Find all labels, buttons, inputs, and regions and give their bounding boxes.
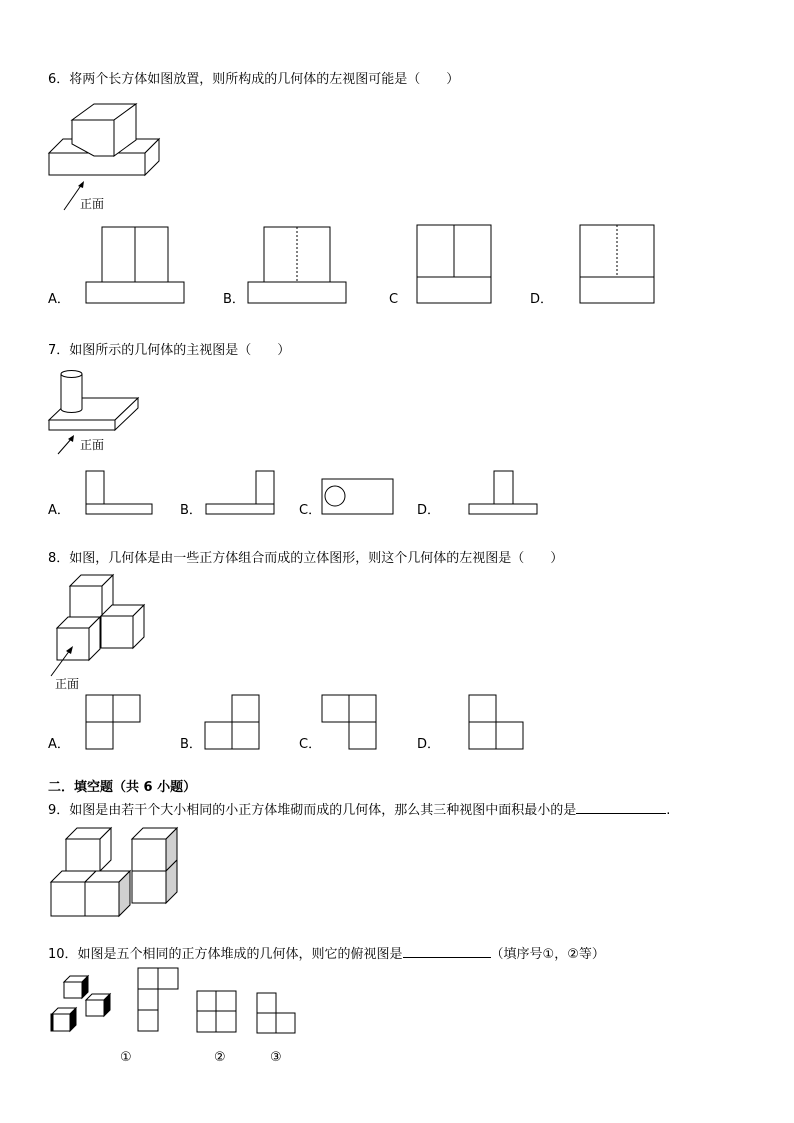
q8-option-d-figure[interactable] [468,694,524,750]
q7-front-label: 正面 [80,438,105,452]
q6-option-a-figure[interactable] [85,226,185,304]
q6-option-c-figure[interactable] [416,224,492,304]
q6-option-b[interactable]: B． [223,292,245,307]
q9-question-text: 9．如图是由若干个大小相同的小正方体堆砌而成的几何体，那么其三种视图中面积最小的是 [48,803,577,818]
q6-option-d[interactable]: D． [530,292,554,307]
q6-option-c[interactable]: C [389,292,399,307]
q7-option-d[interactable]: D． [417,503,441,518]
q10-view-2[interactable] [196,990,237,1033]
q10-tail: （填序号①，②等） [490,947,605,962]
section2-title: 二．填空题（共 6 小题） [48,780,197,795]
q10-question-text: 10．如图是五个相同的正方体堆成的几何体，则它的俯视图是 [48,947,403,962]
q10-view-3[interactable] [256,992,296,1034]
q8-figure [44,570,154,680]
q6-option-a[interactable]: A． [48,292,70,307]
q6-option-d-figure[interactable] [579,224,655,304]
q7-option-c[interactable]: C． [299,503,322,518]
q9-end: . [666,803,671,818]
q7-option-c-figure[interactable] [321,478,394,515]
q6-figure [44,98,174,213]
q8-option-c[interactable]: C． [299,737,322,752]
q8-option-c-figure[interactable] [321,694,377,750]
q10-question [48,945,605,963]
q7-option-d-figure[interactable] [468,470,538,515]
q7-question: 7．如图所示的几何体的主视图是（ ） [48,343,291,358]
q9-figure [48,822,184,920]
q7-option-b[interactable]: B． [180,503,202,518]
q8-front-label: 正面 [55,677,80,691]
q7-option-b-figure[interactable] [205,470,275,515]
q6-option-b-figure[interactable] [247,226,347,304]
q8-option-b-figure[interactable] [204,694,260,750]
q8-question: 8．如图，几何体是由一些正方体组合而成的立体图形，则这个几何体的左视图是（ ） [48,551,564,566]
q8-option-a[interactable]: A． [48,737,70,752]
q8-option-d[interactable]: D． [417,737,441,752]
q7-option-a[interactable]: A． [48,503,70,518]
q10-label-3: ③ [270,1050,282,1065]
q10-answer-blank[interactable] [403,945,491,958]
q9-question [48,801,670,819]
q10-view-1[interactable] [137,967,179,1033]
q7-option-a-figure[interactable] [85,470,153,515]
q6-front-label: 正面 [80,197,105,211]
q10-label-1: ① [120,1050,132,1065]
q8-option-a-figure[interactable] [85,694,141,750]
q6-question: 6．将两个长方体如图放置，则所构成的几何体的左视图可能是（ ） [48,72,460,87]
q10-label-2: ② [214,1050,226,1065]
q10-figure [48,970,118,1036]
q9-answer-blank[interactable] [576,801,666,814]
q8-option-b[interactable]: B． [180,737,202,752]
